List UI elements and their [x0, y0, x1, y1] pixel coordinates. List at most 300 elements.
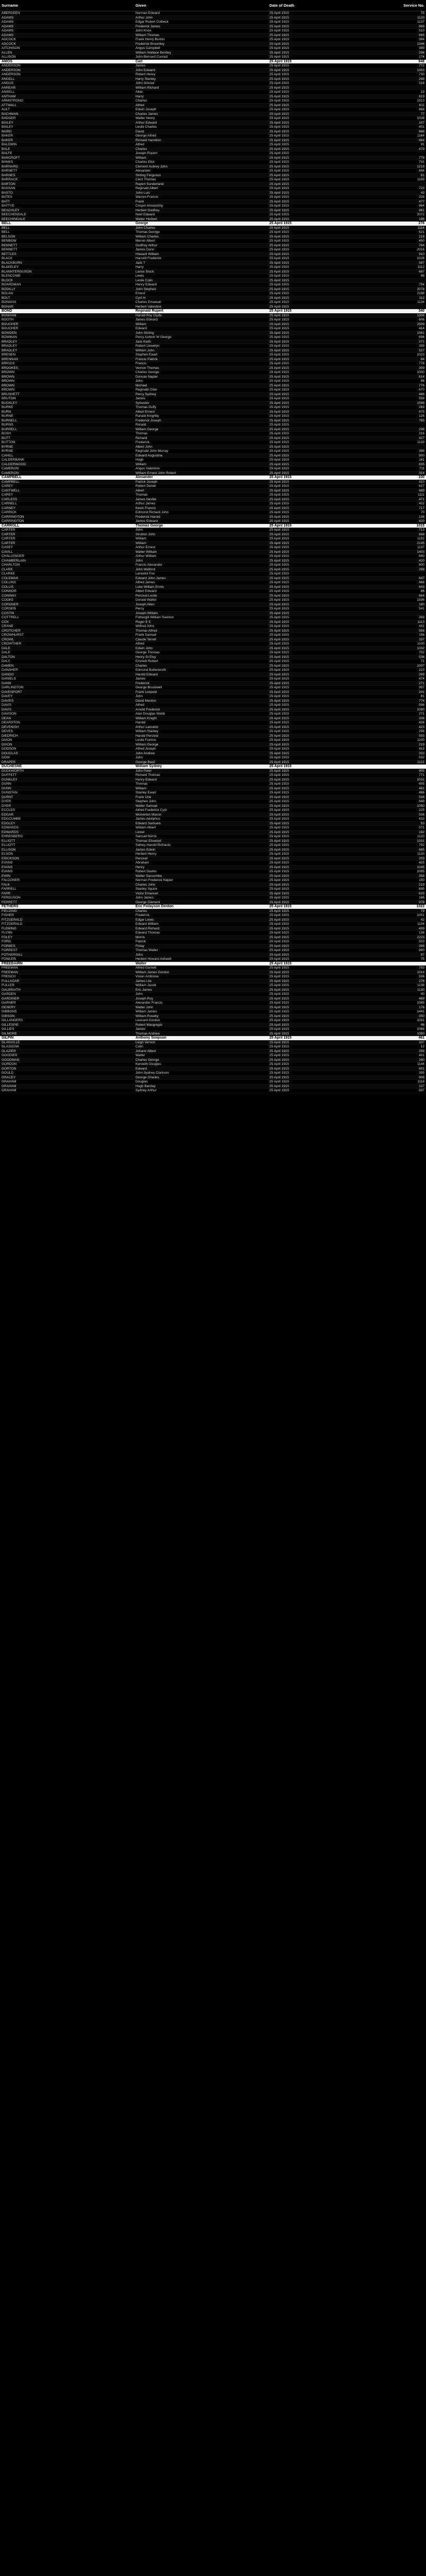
service-cell: 765	[366, 418, 426, 423]
table-row[interactable]	[0, 497, 426, 502]
table-row[interactable]	[0, 1071, 426, 1076]
table-row[interactable]	[0, 125, 426, 130]
date-cell: 25 April 1915	[268, 589, 366, 594]
table-row[interactable]	[0, 1062, 426, 1067]
table-row[interactable]	[0, 699, 426, 703]
table-row[interactable]	[0, 620, 426, 624]
table-row[interactable]	[0, 843, 426, 848]
table-row[interactable]	[0, 856, 426, 861]
table-row[interactable]	[0, 966, 426, 971]
table-row[interactable]	[0, 944, 426, 948]
table-row[interactable]	[0, 217, 426, 222]
table-row[interactable]	[0, 300, 426, 305]
table-row[interactable]	[0, 86, 426, 90]
table-row[interactable]	[0, 493, 426, 498]
table-row[interactable]	[0, 423, 426, 428]
table-row[interactable]	[0, 261, 426, 265]
given-cell: Stanley Squire	[134, 887, 268, 892]
table-row[interactable]	[0, 405, 426, 410]
table-row[interactable]	[0, 304, 426, 309]
given-cell: Frank	[134, 199, 268, 204]
table-row[interactable]	[0, 817, 426, 822]
table-row[interactable]	[0, 935, 426, 940]
table-row[interactable]	[0, 681, 426, 686]
table-row[interactable]	[0, 957, 426, 962]
table-row[interactable]	[0, 984, 426, 988]
table-row[interactable]	[0, 1049, 426, 1054]
table-row[interactable]	[0, 379, 426, 384]
table-row[interactable]	[0, 195, 426, 200]
table-row[interactable]	[0, 576, 426, 581]
table-row[interactable]	[0, 1058, 426, 1062]
table-row[interactable]	[0, 178, 426, 182]
table-row[interactable]	[0, 269, 426, 274]
table-row[interactable]	[0, 68, 426, 73]
table-row[interactable]	[0, 1019, 426, 1023]
table-row[interactable]	[0, 970, 426, 975]
table-row[interactable]	[0, 664, 426, 668]
surname-cell: CROWHURST	[0, 633, 134, 638]
service-column-header[interactable]: Service No.	[366, 0, 426, 11]
table-row[interactable]	[0, 370, 426, 375]
table-row[interactable]	[0, 348, 426, 353]
table-row[interactable]	[0, 756, 426, 760]
table-row[interactable]	[0, 554, 426, 559]
table-row[interactable]	[0, 804, 426, 808]
table-row[interactable]	[0, 375, 426, 379]
table-row[interactable]	[0, 541, 426, 546]
table-row[interactable]	[0, 239, 426, 244]
table-row[interactable]	[0, 953, 426, 957]
highlighted-row[interactable]	[0, 309, 426, 314]
table-row[interactable]	[0, 327, 426, 331]
table-row[interactable]	[0, 502, 426, 506]
table-row[interactable]	[0, 274, 426, 279]
table-row[interactable]	[0, 519, 426, 524]
table-row[interactable]	[0, 878, 426, 883]
table-row[interactable]	[0, 436, 426, 440]
table-row[interactable]	[0, 839, 426, 843]
table-row[interactable]	[0, 64, 426, 69]
table-row[interactable]	[0, 585, 426, 589]
table-row[interactable]	[0, 414, 426, 419]
table-row[interactable]	[0, 721, 426, 725]
table-row[interactable]	[0, 616, 426, 620]
table-row[interactable]	[0, 865, 426, 870]
table-row[interactable]	[0, 38, 426, 42]
table-row[interactable]	[0, 432, 426, 436]
table-row[interactable]	[0, 511, 426, 515]
table-row[interactable]	[0, 677, 426, 682]
table-row[interactable]	[0, 686, 426, 690]
table-row[interactable]	[0, 471, 426, 476]
table-row[interactable]	[0, 335, 426, 340]
table-row[interactable]	[0, 488, 426, 493]
service-cell: 1120	[366, 852, 426, 857]
table-row[interactable]	[0, 143, 426, 147]
service-cell: 778	[366, 362, 426, 366]
given-cell: Alfred	[134, 103, 268, 108]
table-row[interactable]	[0, 988, 426, 992]
service-cell: 439	[366, 926, 426, 931]
table-row[interactable]	[0, 611, 426, 616]
table-row[interactable]	[0, 331, 426, 335]
table-row[interactable]	[0, 835, 426, 839]
table-row[interactable]	[0, 852, 426, 857]
table-row[interactable]	[0, 243, 426, 248]
table-row[interactable]	[0, 1066, 426, 1071]
table-row[interactable]	[0, 322, 426, 327]
table-row[interactable]	[0, 46, 426, 51]
table-row[interactable]	[0, 169, 426, 174]
table-row[interactable]	[0, 410, 426, 414]
table-row[interactable]	[0, 808, 426, 813]
table-row[interactable]	[0, 773, 426, 778]
date-cell: 25 April 1915	[268, 546, 366, 550]
table-row[interactable]	[0, 50, 426, 55]
table-row[interactable]	[0, 208, 426, 213]
table-row[interactable]	[0, 287, 426, 292]
table-row[interactable]	[0, 1005, 426, 1010]
table-row[interactable]	[0, 563, 426, 568]
table-row[interactable]	[0, 20, 426, 25]
table-row[interactable]	[0, 589, 426, 594]
surname-cell: FOTHERGILL	[0, 953, 134, 957]
service-cell: 461	[366, 1036, 426, 1041]
highlighted-row[interactable]	[0, 476, 426, 480]
table-row[interactable]	[0, 546, 426, 550]
table-row[interactable]	[0, 707, 426, 712]
table-row[interactable]	[0, 204, 426, 209]
surname-cell: CARNELL	[0, 502, 134, 506]
table-row[interactable]	[0, 629, 426, 633]
surname-cell: ELLIOTT	[0, 839, 134, 843]
table-row[interactable]	[0, 427, 426, 432]
table-row[interactable]	[0, 800, 426, 804]
table-row[interactable]	[0, 948, 426, 953]
table-row[interactable]	[0, 283, 426, 287]
table-row[interactable]	[0, 1001, 426, 1006]
table-row[interactable]	[0, 572, 426, 577]
table-row[interactable]	[0, 42, 426, 46]
table-row[interactable]	[0, 716, 426, 721]
table-row[interactable]	[0, 449, 426, 454]
table-row[interactable]	[0, 760, 426, 765]
table-row[interactable]	[0, 357, 426, 362]
table-row[interactable]	[0, 265, 426, 270]
given-column-header[interactable]: Given	[134, 0, 268, 11]
table-row[interactable]	[0, 24, 426, 29]
table-row[interactable]	[0, 896, 426, 901]
table-row[interactable]	[0, 134, 426, 139]
table-row[interactable]	[0, 129, 426, 134]
table-row[interactable]	[0, 230, 426, 235]
table-row[interactable]	[0, 703, 426, 708]
table-row[interactable]	[0, 138, 426, 143]
table-row[interactable]	[0, 637, 426, 642]
table-row[interactable]	[0, 528, 426, 533]
table-row[interactable]	[0, 738, 426, 743]
table-row[interactable]	[0, 213, 426, 217]
table-row[interactable]	[0, 480, 426, 484]
table-row[interactable]	[0, 979, 426, 984]
table-row[interactable]	[0, 883, 426, 887]
table-row[interactable]	[0, 782, 426, 787]
table-row[interactable]	[0, 278, 426, 283]
table-row[interactable]	[0, 462, 426, 467]
table-row[interactable]	[0, 567, 426, 572]
surname-cell: BALE	[0, 147, 134, 151]
table-row[interactable]	[0, 77, 426, 81]
date-cell: 25 April 1915	[268, 707, 366, 712]
service-cell	[366, 961, 426, 966]
service-cell: 627	[366, 484, 426, 489]
surname-cell: BOWMAN	[0, 335, 134, 340]
date-cell: 25 April 1915	[268, 918, 366, 922]
given-cell: Allan	[134, 90, 268, 95]
table-row[interactable]	[0, 624, 426, 629]
service-cell: 271	[366, 340, 426, 344]
table-row[interactable]	[0, 147, 426, 151]
table-row[interactable]	[0, 651, 426, 655]
table-row[interactable]	[0, 11, 426, 16]
table-row[interactable]	[0, 558, 426, 563]
table-row[interactable]	[0, 515, 426, 519]
table-row[interactable]	[0, 659, 426, 664]
table-row[interactable]	[0, 340, 426, 344]
table-row[interactable]	[0, 116, 426, 121]
table-row[interactable]	[0, 173, 426, 178]
service-cell: 223	[366, 668, 426, 673]
table-row[interactable]	[0, 484, 426, 489]
table-row[interactable]	[0, 392, 426, 397]
surname-cell: CHARLTON	[0, 563, 134, 568]
table-row[interactable]	[0, 1040, 426, 1045]
table-row[interactable]	[0, 812, 426, 817]
given-cell: Frederick Joseph	[134, 418, 268, 423]
table-row[interactable]	[0, 108, 426, 112]
table-row[interactable]	[0, 598, 426, 603]
table-row[interactable]	[0, 712, 426, 717]
table-row[interactable]	[0, 257, 426, 261]
table-row[interactable]	[0, 99, 426, 104]
table-row[interactable]	[0, 1010, 426, 1014]
table-row[interactable]	[0, 401, 426, 405]
date-cell: 25 April 1915	[268, 926, 366, 931]
table-row[interactable]	[0, 926, 426, 931]
given-cell: Alan Douglas Webb	[134, 712, 268, 717]
table-row[interactable]	[0, 1054, 426, 1058]
table-row[interactable]	[0, 388, 426, 393]
table-row[interactable]	[0, 672, 426, 677]
surname-cell: GOODMAN	[0, 1058, 134, 1062]
given-cell: John Sydney Clarkson	[134, 1071, 268, 1076]
table-row[interactable]	[0, 992, 426, 997]
table-row[interactable]	[0, 33, 426, 38]
highlighted-row[interactable]	[0, 523, 426, 528]
table-row[interactable]	[0, 15, 426, 20]
table-row[interactable]	[0, 786, 426, 791]
surname-column-header[interactable]: Surname	[0, 0, 134, 11]
table-row[interactable]	[0, 940, 426, 944]
service-cell: 1513	[366, 99, 426, 104]
table-row[interactable]	[0, 191, 426, 195]
date-cell: 25 April 1915	[268, 756, 366, 760]
table-row[interactable]	[0, 182, 426, 187]
table-row[interactable]	[0, 467, 426, 471]
table-row[interactable]	[0, 1045, 426, 1049]
service-cell: 510	[366, 29, 426, 33]
table-row[interactable]	[0, 292, 426, 296]
table-row[interactable]	[0, 73, 426, 77]
surname-cell: BLOCK	[0, 278, 134, 283]
table-row[interactable]	[0, 795, 426, 800]
table-row[interactable]	[0, 668, 426, 673]
table-row[interactable]	[0, 742, 426, 747]
table-row[interactable]	[0, 160, 426, 165]
table-row[interactable]	[0, 1027, 426, 1032]
table-row[interactable]	[0, 751, 426, 756]
table-row[interactable]	[0, 248, 426, 252]
table-row[interactable]	[0, 830, 426, 835]
table-row[interactable]	[0, 362, 426, 366]
table-row[interactable]	[0, 453, 426, 458]
table-row[interactable]	[0, 730, 426, 734]
table-row[interactable]	[0, 187, 426, 191]
highlighted-row[interactable]	[0, 1036, 426, 1041]
table-row[interactable]	[0, 694, 426, 699]
table-row[interactable]	[0, 103, 426, 108]
surname-cell: BUCKLEY	[0, 401, 134, 405]
table-row[interactable]	[0, 313, 426, 318]
service-cell: 1164	[366, 134, 426, 139]
table-row[interactable]	[0, 164, 426, 169]
table-row[interactable]	[0, 353, 426, 358]
table-row[interactable]	[0, 29, 426, 33]
table-row[interactable]	[0, 226, 426, 230]
table-row[interactable]	[0, 602, 426, 607]
table-row[interactable]	[0, 655, 426, 659]
table-row[interactable]	[0, 1075, 426, 1080]
table-row[interactable]	[0, 769, 426, 773]
given-cell: Charles George	[134, 370, 268, 375]
given-cell: John Bernard Conrad	[134, 55, 268, 60]
table-row[interactable]	[0, 318, 426, 323]
table-row[interactable]	[0, 1031, 426, 1036]
table-row[interactable]	[0, 826, 426, 831]
table-row[interactable]	[0, 777, 426, 782]
highlighted-row[interactable]	[0, 905, 426, 909]
table-row[interactable]	[0, 550, 426, 554]
table-row[interactable]	[0, 90, 426, 95]
date-cell: 25 April 1915	[268, 418, 366, 423]
table-row[interactable]	[0, 156, 426, 160]
table-row[interactable]	[0, 397, 426, 401]
table-row[interactable]	[0, 532, 426, 537]
table-row[interactable]	[0, 791, 426, 795]
table-row[interactable]	[0, 151, 426, 156]
highlighted-row[interactable]	[0, 59, 426, 64]
table-row[interactable]	[0, 734, 426, 738]
table-row[interactable]	[0, 1089, 426, 1093]
table-row[interactable]	[0, 594, 426, 598]
table-row[interactable]	[0, 55, 426, 60]
table-row[interactable]	[0, 94, 426, 99]
highlighted-row[interactable]	[0, 765, 426, 769]
table-row[interactable]	[0, 922, 426, 927]
table-row[interactable]	[0, 913, 426, 918]
table-row[interactable]	[0, 909, 426, 913]
given-cell: John Stirling	[134, 331, 268, 335]
table-row[interactable]	[0, 996, 426, 1001]
surname-cell: ANSELL	[0, 90, 134, 95]
table-row[interactable]	[0, 1080, 426, 1084]
service-cell: 97	[366, 953, 426, 957]
date-cell: 25 April 1915	[268, 199, 366, 204]
table-row[interactable]	[0, 633, 426, 638]
table-row[interactable]	[0, 506, 426, 511]
date-column-header[interactable]: Date of Death	[268, 0, 366, 11]
service-cell: 665	[366, 848, 426, 852]
table-row[interactable]	[0, 874, 426, 878]
table-row[interactable]	[0, 642, 426, 647]
table-row[interactable]	[0, 366, 426, 370]
table-row[interactable]	[0, 121, 426, 125]
surname-cell: ADAMS	[0, 24, 134, 29]
highlighted-row[interactable]	[0, 961, 426, 966]
table-row[interactable]	[0, 344, 426, 349]
table-row[interactable]	[0, 607, 426, 612]
surname-cell: CARRINGTON	[0, 515, 134, 519]
highlighted-row[interactable]	[0, 222, 426, 226]
table-row[interactable]	[0, 252, 426, 257]
date-cell: 25 April 1915	[268, 1005, 366, 1010]
table-row[interactable]	[0, 1084, 426, 1089]
table-row[interactable]	[0, 891, 426, 896]
table-row[interactable]	[0, 887, 426, 892]
table-row[interactable]	[0, 458, 426, 463]
table-row[interactable]	[0, 861, 426, 866]
table-row[interactable]	[0, 931, 426, 936]
table-row[interactable]	[0, 537, 426, 541]
table-row[interactable]	[0, 440, 426, 445]
table-row[interactable]	[0, 747, 426, 752]
table-row[interactable]	[0, 848, 426, 852]
table-row[interactable]	[0, 1014, 426, 1019]
service-cell: 666	[366, 33, 426, 38]
table-row[interactable]	[0, 581, 426, 585]
table-row[interactable]	[0, 725, 426, 730]
table-row[interactable]	[0, 975, 426, 979]
table-row[interactable]	[0, 821, 426, 826]
table-row[interactable]	[0, 296, 426, 300]
table-row[interactable]	[0, 418, 426, 423]
table-row[interactable]	[0, 112, 426, 116]
table-row[interactable]	[0, 383, 426, 388]
table-row[interactable]	[0, 900, 426, 905]
table-row[interactable]	[0, 646, 426, 651]
table-row[interactable]	[0, 1023, 426, 1027]
table-row[interactable]	[0, 870, 426, 874]
table-row[interactable]	[0, 199, 426, 204]
table-row[interactable]	[0, 445, 426, 449]
table-row[interactable]	[0, 81, 426, 86]
table-row[interactable]	[0, 690, 426, 694]
surname-cell: ADCOCK	[0, 42, 134, 46]
table-row[interactable]	[0, 234, 426, 239]
date-cell: 25 April 1915	[268, 777, 366, 782]
table-row[interactable]	[0, 918, 426, 922]
